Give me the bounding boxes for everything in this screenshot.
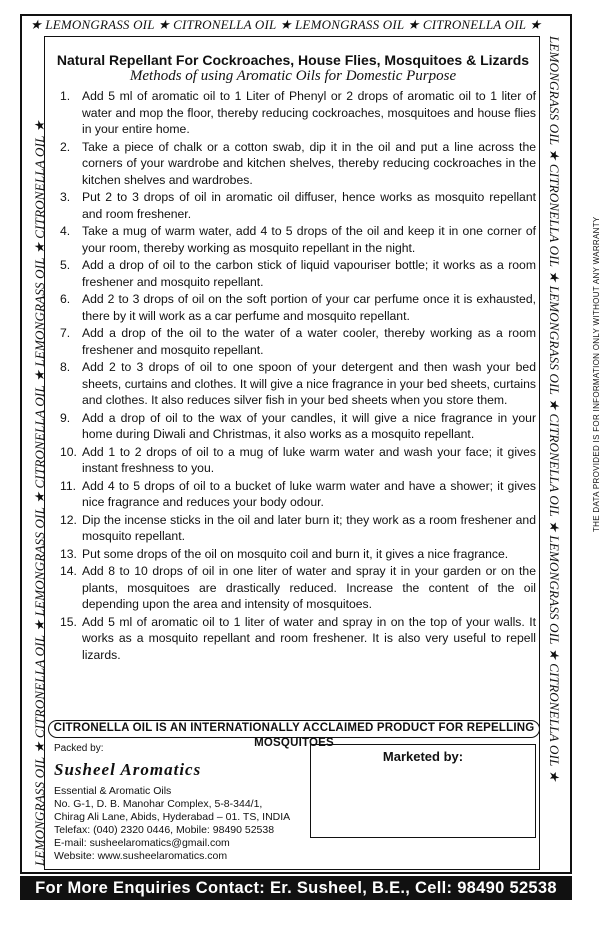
phone-line: Telefax: (040) 2320 0446, Mobile: 98490 52538 xyxy=(54,824,275,836)
list-item xyxy=(54,478,536,511)
item-text: Add 5 ml of aromatic oil to 1 Liter of Phenyl or 2 drops of aromatic oil to 1 liter of water and mop the floor, thereby reducing cockroaches, mosquitoes and house flies in your entire home. xyxy=(82,89,536,136)
item-number: 8. xyxy=(60,360,71,374)
marketed-by-box xyxy=(310,744,536,838)
border-left-text: LEMONGRASS OIL ★ CITRONELLA OIL ★ LEMONGRASS OIL ★ CITRONELLA OIL ★ LEMONGRASS OIL ★ CITRONELLA OIL ★ xyxy=(32,120,47,866)
item-number: 1. xyxy=(60,89,71,103)
list-item xyxy=(54,291,536,324)
list-item xyxy=(54,257,536,290)
item-number: 14. xyxy=(60,564,77,578)
list-item xyxy=(54,189,536,222)
item-text: Add 2 to 3 drops of oil to one spoon of your detergent and then wash your bed sheets, curtains and clothes. It will give a nice fragrance in your bed sheets, curtains and clothes. It also reduces silver fish in your bed sheets when you store them. xyxy=(82,360,536,407)
item-number: 9. xyxy=(60,410,71,425)
list-item xyxy=(54,546,536,563)
address-line: No. G-1, D. B. Manohar Complex, 5-8-344/1, xyxy=(54,798,263,810)
list-item xyxy=(54,444,536,477)
contact-footer: For More Enquiries Contact: Er. Susheel, B.E., Cell: 98490 52538 xyxy=(20,876,572,900)
item-number: 4. xyxy=(60,224,71,238)
border-right-text: LEMONGRASS OIL ★ CITRONELLA OIL ★ LEMONGRASS OIL ★ CITRONELLA OIL ★ LEMONGRASS OIL ★ CITRONELLA OIL ★ xyxy=(547,36,562,782)
list-item xyxy=(54,139,536,189)
item-text: Add 5 ml of aromatic oil to 1 liter of water and spray in on the top of your walls. It works as a mosquito repellant and room freshener. It is also very useful to repell lizards. xyxy=(82,614,536,662)
list-item xyxy=(54,223,536,256)
item-text: Add a drop of the oil to the water of a water cooler, thereby working as a room freshener and mosquito repellant. xyxy=(82,326,536,357)
item-text: Put 2 to 3 drops of oil in aromatic oil diffuser, hence works as mosquito repellant and room freshener. xyxy=(82,190,536,221)
item-number: 15. xyxy=(60,614,77,629)
methods-list xyxy=(54,88,536,664)
item-text: Add a drop of oil to the wax of your candles, it will give a nice fragrance in your home during Diwali and Christmas, it also works as a mosquito repellant. xyxy=(82,410,536,441)
list-item xyxy=(54,410,536,443)
item-number: 12. xyxy=(60,512,77,527)
page-subtitle: Methods of using Aromatic Oils for Domestic Purpose xyxy=(129,68,457,84)
item-text: Add 8 to 10 drops of oil in one liter of water and spray it in your garden or on the plants, mosquitoes are drastically reduced. Increase the content of the oil depending upon the area and intensity of mosquitoes. xyxy=(82,564,536,611)
item-number: 13. xyxy=(60,546,77,561)
item-number: 3. xyxy=(60,190,71,204)
list-item xyxy=(54,325,536,358)
list-item xyxy=(54,359,536,409)
item-text: Add a drop of oil to the carbon stick of liquid vapouriser bottle; it works as a room freshener and mosquito repellant. xyxy=(82,258,536,289)
brand-name: Susheel Aromatics xyxy=(54,760,202,779)
packed-by-label: Packed by: xyxy=(54,743,104,754)
disclaimer: THE DATA PROVIDED IS FOR INFORMATION ONLY WITHOUT ANY WARRANTY xyxy=(592,216,601,532)
list-item xyxy=(54,512,536,545)
address-line: Chirag Ali Lane, Abids, Hyderabad – 01. TS, INDIA xyxy=(54,811,291,823)
list-item xyxy=(54,614,536,664)
item-number: 11. xyxy=(60,478,77,493)
item-text: Add 2 to 3 drops of oil on the soft portion of your car perfume once it is exhausted, there by it will work as a car perfume and mosquito repellant. xyxy=(82,292,536,323)
item-text: Take a mug of warm water, add 4 to 5 drops of the oil and keep it in one corner of your room, thereby working as mosquito repellant in the night. xyxy=(82,224,536,255)
product-banner: CITRONELLA OIL IS AN INTERNATIONALLY ACCLAIMED PRODUCT FOR REPELLING MOSQUITOES xyxy=(48,720,540,738)
item-number: 6. xyxy=(60,292,71,306)
item-text: Add 4 to 5 drops of oil to a bucket of luke warm water and have a shower; it gives nice fragrance and reduces your body odour. xyxy=(82,478,536,509)
company-tagline: Essential & Aromatic Oils xyxy=(54,785,172,797)
border-top-text: ★ LEMONGRASS OIL ★ CITRONELLA OIL ★ LEMONGRASS OIL ★ CITRONELLA OIL ★ xyxy=(30,17,542,32)
page-title: Natural Repellant For Cockroaches, House Flies, Mosquitoes & Lizards xyxy=(56,52,530,68)
item-number: 2. xyxy=(60,139,71,154)
list-item xyxy=(54,88,536,138)
item-number: 10. xyxy=(60,444,77,459)
item-text: Add 1 to 2 drops of oil to a mug of luke warm water and wash your face; it gives instant freshness to you. xyxy=(82,444,536,475)
website-line: Website: www.susheelaromatics.com xyxy=(54,850,228,862)
item-text: Put some drops of the oil on mosquito coil and burn it, it gives a nice fragrance. xyxy=(82,546,509,561)
item-text: Dip the incense sticks in the oil and later burn it; they work as a room freshener and mosquito repellant. xyxy=(82,512,536,543)
email-line: E-mail: susheelaromatics@gmail.com xyxy=(54,837,230,849)
item-number: 5. xyxy=(60,258,71,272)
list-item xyxy=(54,563,536,613)
marketed-by-label: Marketed by: xyxy=(382,749,464,764)
item-text: Take a piece of chalk or a cotton swab, dip it in the oil and put a line across the corners of your wardrobe and kitchen shelves, thereby reducing cockroaches in the kitchen shelves and wardrobes. xyxy=(82,139,536,187)
item-number: 7. xyxy=(60,326,71,340)
packed-by-block xyxy=(54,742,290,863)
